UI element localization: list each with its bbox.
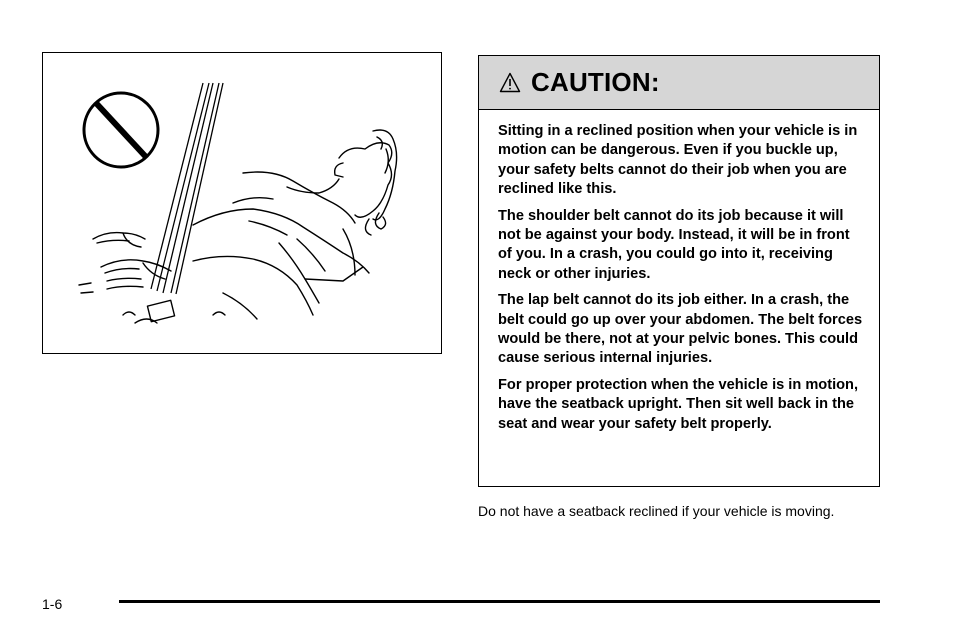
- caution-paragraph: The lap belt cannot do its job either. In a crash, the belt could go up over your abdomen. The belt forces would be there, not at your pelvic bones. This could cause serious internal injuries.: [498, 292, 863, 367]
- caution-header: [479, 56, 879, 110]
- caution-title: CAUTION:: [531, 67, 660, 97]
- caution-paragraph: Sitting in a reclined position when your vehicle is in motion can be dangerous. Even if you buckle up, your safety belts cannot do their job when you are reclined like this.: [498, 123, 858, 198]
- illustration-caption: Do not have a seatback reclined if your vehicle is moving.: [478, 503, 835, 519]
- page-number: 1-6: [42, 596, 63, 612]
- caution-body: [479, 110, 879, 434]
- footer-rule: [119, 600, 880, 603]
- reclined-person: [79, 130, 397, 323]
- warning-triangle-icon: [499, 72, 521, 93]
- caution-box: [478, 55, 880, 487]
- reclined-passenger-illustration: [42, 52, 442, 354]
- illustration-drawing: [43, 53, 443, 355]
- shoulder-belt: [151, 83, 223, 294]
- caution-paragraph: For proper protection when the vehicle is in motion, have the seatback upright. Then sit well back in the seat and wear your safety belt properly.: [498, 376, 859, 432]
- no-symbol-icon: [84, 93, 158, 167]
- caution-paragraph: The shoulder belt cannot do its job because it will not be against your body. Instead, it will be in front of you. In a crash, you could go into it, receiving neck or other injuries.: [498, 207, 850, 282]
